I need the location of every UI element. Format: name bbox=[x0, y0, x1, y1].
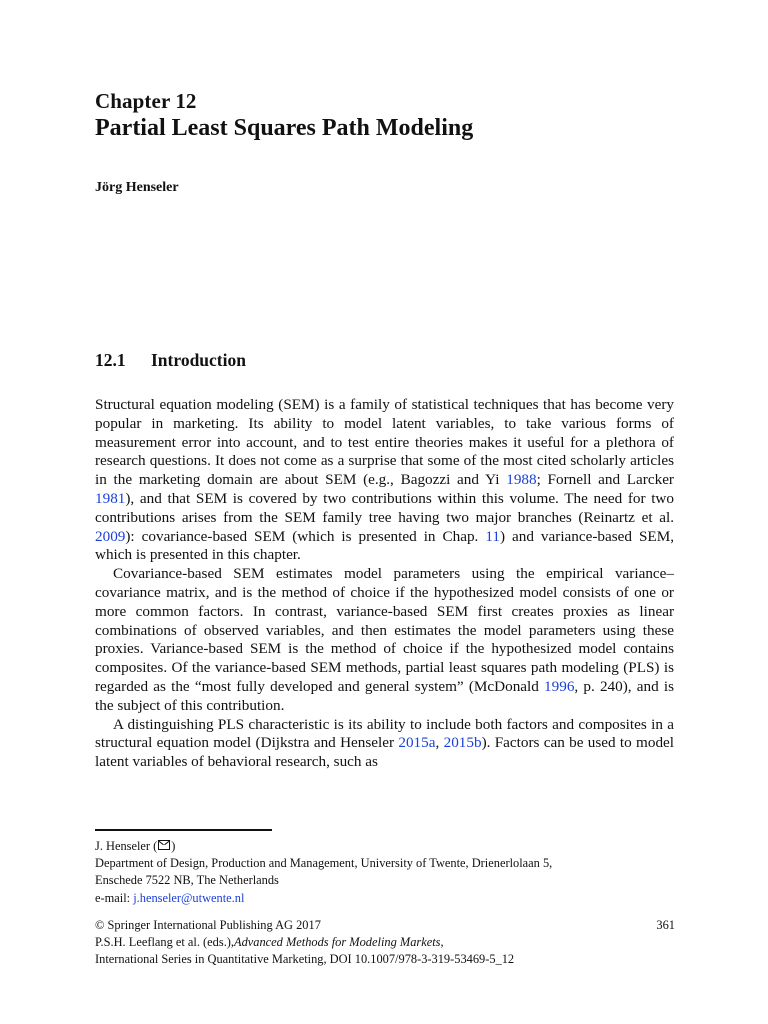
envelope-icon[interactable] bbox=[158, 840, 170, 850]
email-link[interactable]: j.henseler@utwente.nl bbox=[133, 890, 245, 905]
citation-line-1 bbox=[95, 934, 675, 951]
copyright-block bbox=[95, 917, 675, 968]
copyright-row bbox=[95, 917, 675, 934]
section-title: Introduction bbox=[151, 350, 246, 370]
footnote-author-end: ) bbox=[171, 839, 176, 853]
paragraph bbox=[95, 396, 674, 565]
affiliation-line-2: Enschede 7522 NB, The Netherlands bbox=[95, 873, 279, 888]
copyright-line: © Springer International Publishing AG 2017 bbox=[95, 918, 321, 932]
paragraph-text: ). Factors can be used to model latent variables of behavioral research, such as bbox=[95, 734, 675, 771]
footnote-divider bbox=[95, 829, 272, 831]
footnote-author: J. Henseler ( bbox=[95, 839, 158, 853]
chapter-label: Chapter 12 bbox=[95, 89, 197, 113]
page-number: 361 bbox=[656, 918, 675, 932]
citation-link[interactable]: 2015a bbox=[398, 734, 436, 752]
paragraph-text: Covariance-based SEM estimates model parameters using the empirical variance–covariance matrix, and is the method of choice if the hypothesized model consists of one or more common factors. In contrast, variance-based SEM first creates proxies as linear combinations of observed variables, and then estimates the model parameters using these proxies. Variance-based SEM is the method of choice if the hypothesized model contains composites. Of the variance-based SEM methods, partial least squares path modeling (PLS) is regarded as the “most fully developed and general system” (McDonald bbox=[95, 565, 674, 695]
email-label: e-mail: bbox=[95, 890, 134, 905]
paragraph-text: ; Fornell and Larcker bbox=[536, 471, 674, 489]
citation-prefix: P.S.H. Leeflang et al. (eds.), bbox=[95, 935, 235, 949]
author-name: Jörg Henseler bbox=[95, 180, 179, 195]
paragraph bbox=[95, 565, 674, 715]
paragraph-text: ): covariance-based SEM (which is presented in Chap. bbox=[125, 527, 486, 545]
chapter-title: Partial Least Squares Path Modeling bbox=[95, 115, 474, 141]
citation-link[interactable]: 2015b bbox=[443, 734, 482, 752]
citation-link[interactable]: 1996 bbox=[544, 677, 575, 695]
paragraph-text: A distinguishing PLS characteristic is its ability to include both factors and composites in a structural equation model (Dijkstra and Henseler bbox=[95, 715, 674, 752]
citation-link[interactable]: 1981 bbox=[95, 489, 126, 507]
paragraph-text: ) and variance-based SEM, which is presented in this chapter. bbox=[95, 527, 675, 564]
citation-line-2: International Series in Quantitative Marketing, DOI 10.1007/978-3-319-53469-5_12 bbox=[95, 952, 515, 966]
paragraph bbox=[95, 716, 674, 772]
paragraph-text: Structural equation modeling (SEM) is a family of statistical techniques that has become very popular in marketing. Its ability to model latent variables, to take various forms of measurement error into account, and to test entire theories makes it useful for a plethora of research questions. It does not come as a surprise that some of the most cited scholarly articles in the marketing domain are about SEM (e.g., Bagozzi and Yi bbox=[95, 396, 674, 489]
citation-link[interactable]: 11 bbox=[485, 527, 500, 545]
section-heading bbox=[95, 350, 246, 371]
citation-link[interactable]: 1988 bbox=[506, 471, 537, 489]
book-title: Advanced Methods for Modeling Markets bbox=[234, 935, 441, 949]
affiliation-line-1: Department of Design, Production and Management, University of Twente, Drienerlolaan 5, bbox=[95, 856, 553, 871]
citation-link[interactable]: 2009 bbox=[95, 527, 126, 545]
footnote bbox=[95, 838, 675, 907]
paragraph-text: , bbox=[435, 734, 444, 752]
email-line bbox=[95, 890, 675, 907]
paragraph-text: , p. 240), and is the subject of this contribution. bbox=[95, 677, 674, 714]
citation-suffix: , bbox=[440, 935, 444, 949]
body-text bbox=[95, 396, 674, 772]
footnote-author-line bbox=[95, 838, 675, 855]
paragraph-text: ), and that SEM is covered by two contributions within this volume. The need for two contributions arises from the SEM family tree having two major branches (Reinartz et al. bbox=[95, 489, 674, 526]
section-number: 12.1 bbox=[95, 350, 126, 370]
